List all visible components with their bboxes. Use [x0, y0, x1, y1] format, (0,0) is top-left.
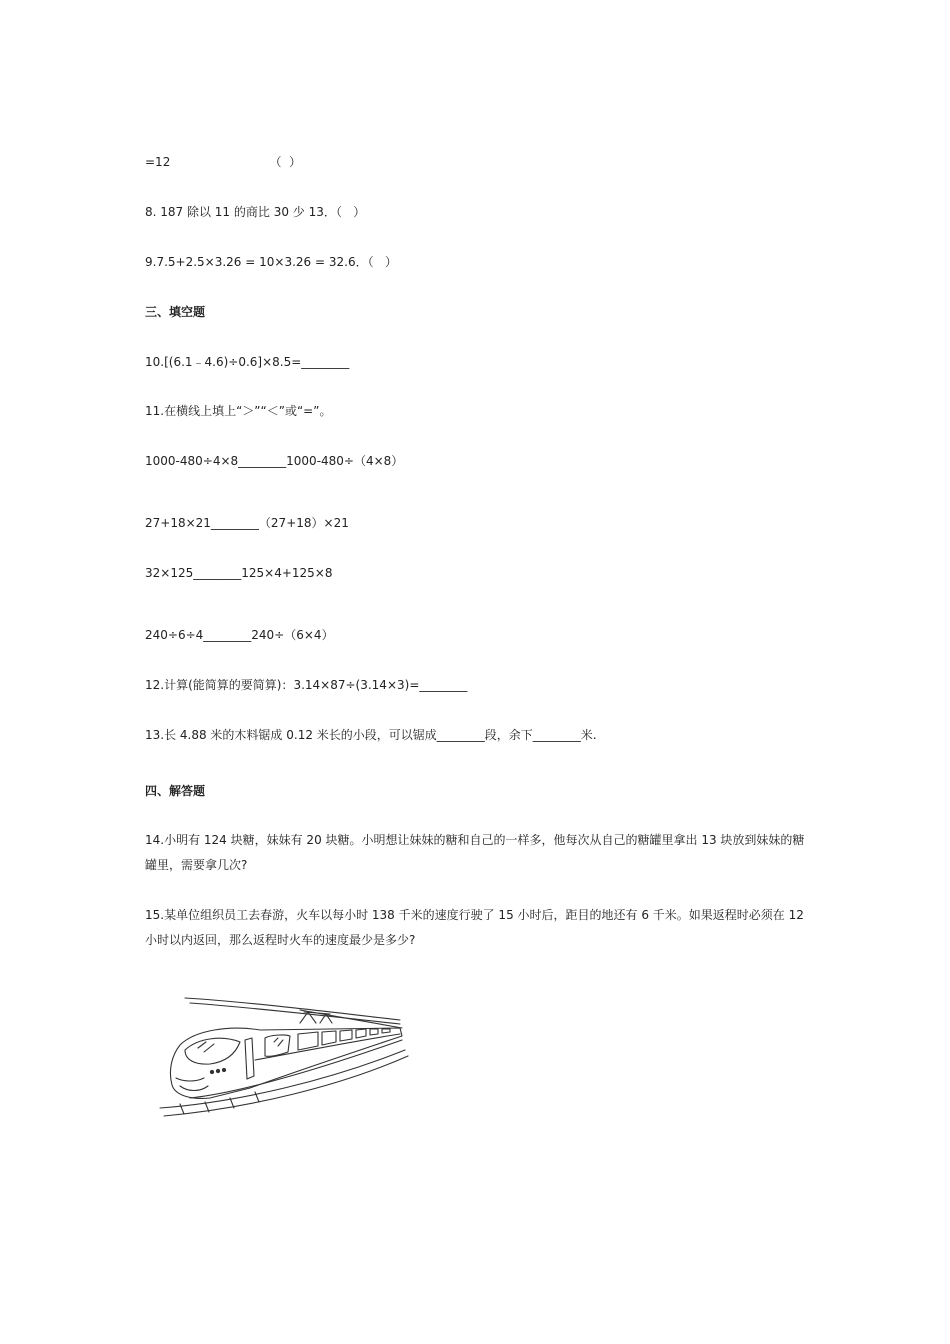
question-15: 15.某单位组织员工去春游，火车以每小时 138 千米的速度行驶了 15 小时后，距目的地还有 6 千米。如果返程时必须在 12 小时以内返回，那么返程时火车的速度最少是多少?	[145, 908, 804, 947]
question-9: 9.7.5+2.5×3.26 = 10×3.26 = 32.6．（ ）	[145, 255, 398, 269]
question-8: 8. 187 除以 11 的商比 30 少 13．（ ）	[145, 205, 366, 219]
question-11-item-d: 240÷6÷4________240÷（6×4）	[145, 628, 334, 642]
question-10: 10.[(6.1﹣4.6)÷0.6]×8.5=________	[145, 355, 350, 369]
question-11: 11.在横线上填上“＞”“＜”或“=”。	[145, 404, 332, 418]
section-heading-fill-blank: 三、填空题	[145, 305, 206, 319]
question-7-tail: =12 （ ）	[145, 155, 302, 169]
question-12: 12.计算(能简算的要简算)：3.14×87÷(3.14×3)=________	[145, 678, 468, 692]
question-13: 13.长 4.88 米的木料锯成 0.12 米长的小段，可以锯成________段，余下________米.	[145, 728, 597, 742]
question-11-item-b: 27+18×21________（27+18）×21	[145, 516, 349, 530]
question-11-item-c: 32×125________125×4+125×8	[145, 566, 333, 580]
question-14: 14.小明有 124 块糖，妹妹有 20 块糖。小明想让妹妹的糖和自己的一样多，他每次从自己的糖罐里拿出 13 块放到妹妹的糖罐里，需要拿几次?	[145, 833, 805, 872]
question-11-item-a: 1000-480÷4×8________1000-480÷（4×8）	[145, 454, 404, 468]
train-illustration	[150, 990, 415, 1125]
section-heading-word-problems: 四、解答题	[145, 784, 206, 798]
